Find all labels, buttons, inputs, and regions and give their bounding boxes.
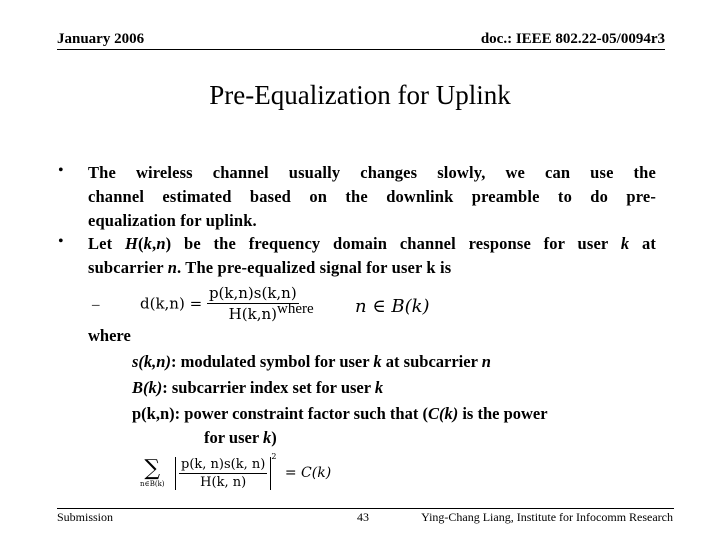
footer-page-number: 43 (357, 510, 369, 524)
bullet-2-line-1: Let H(k,n) be the frequency domain channel response for user k at (88, 234, 656, 253)
footer-submission: Submission (57, 510, 114, 524)
constraint-abs (175, 457, 271, 490)
header-date: January 2006 (57, 31, 145, 47)
sum-symbol: ∑ (144, 456, 161, 481)
constraint-numerator: p(k, n)s(k, n) (181, 456, 266, 472)
bullet-dot-2: • (58, 233, 64, 250)
header-doc-id: doc.: IEEE 802.22-05/0094r3 (480, 31, 665, 47)
bullet-1-line-3: equalization for uplink. (88, 211, 257, 230)
equation-denominator: H(k,n) (228, 305, 277, 323)
bullet-1 (88, 161, 656, 233)
header-rule (57, 49, 665, 50)
equation-dash: – (92, 297, 100, 313)
power-constraint-equation (140, 452, 331, 496)
equation-numerator: p(k,n)s(k,n) (208, 284, 297, 302)
definition-s: s(k,n): modulated symbol for user k at subcarrier n (132, 352, 491, 371)
footer-rule (57, 508, 674, 509)
constraint-denominator: H(k, n) (200, 474, 247, 490)
bullet-2 (88, 232, 656, 280)
definition-p: p(k,n): power constraint factor such that (C(k) is the power (132, 404, 548, 423)
constraint-fraction (179, 457, 267, 490)
bullet-2-line-2: subcarrier n. The pre-equalized signal for user k is (88, 258, 452, 277)
equation-lhs: d(k,n) = (140, 294, 203, 313)
definition-b: B(k): subcarrier index set for user k (132, 378, 384, 397)
sum-symbol-group (140, 458, 165, 488)
footer-author: Ying-Chang Liang, Institute for Infocomm Research (421, 510, 673, 524)
bullet-dot-1: • (58, 162, 64, 179)
sum-subscript: n∈B(k) (140, 480, 165, 488)
constraint-rhs: = C(k) (284, 465, 332, 481)
equation-where-inline: where (277, 301, 314, 317)
bullet-1-line-2: channel estimated based on the downlink preamble to do pre- (88, 187, 656, 206)
pre-equalization-equation (140, 284, 299, 323)
definition-p-continued: for user k) (204, 428, 277, 447)
slide-title: Pre-Equalization for Uplink (209, 80, 511, 110)
equation-condition: n ∈ B(k) (355, 296, 430, 317)
bullet-1-line-1: The wireless channel usually changes slowly, we can use the (88, 163, 656, 182)
constraint-exponent: 2 (271, 452, 277, 461)
where-label: where (88, 326, 131, 345)
